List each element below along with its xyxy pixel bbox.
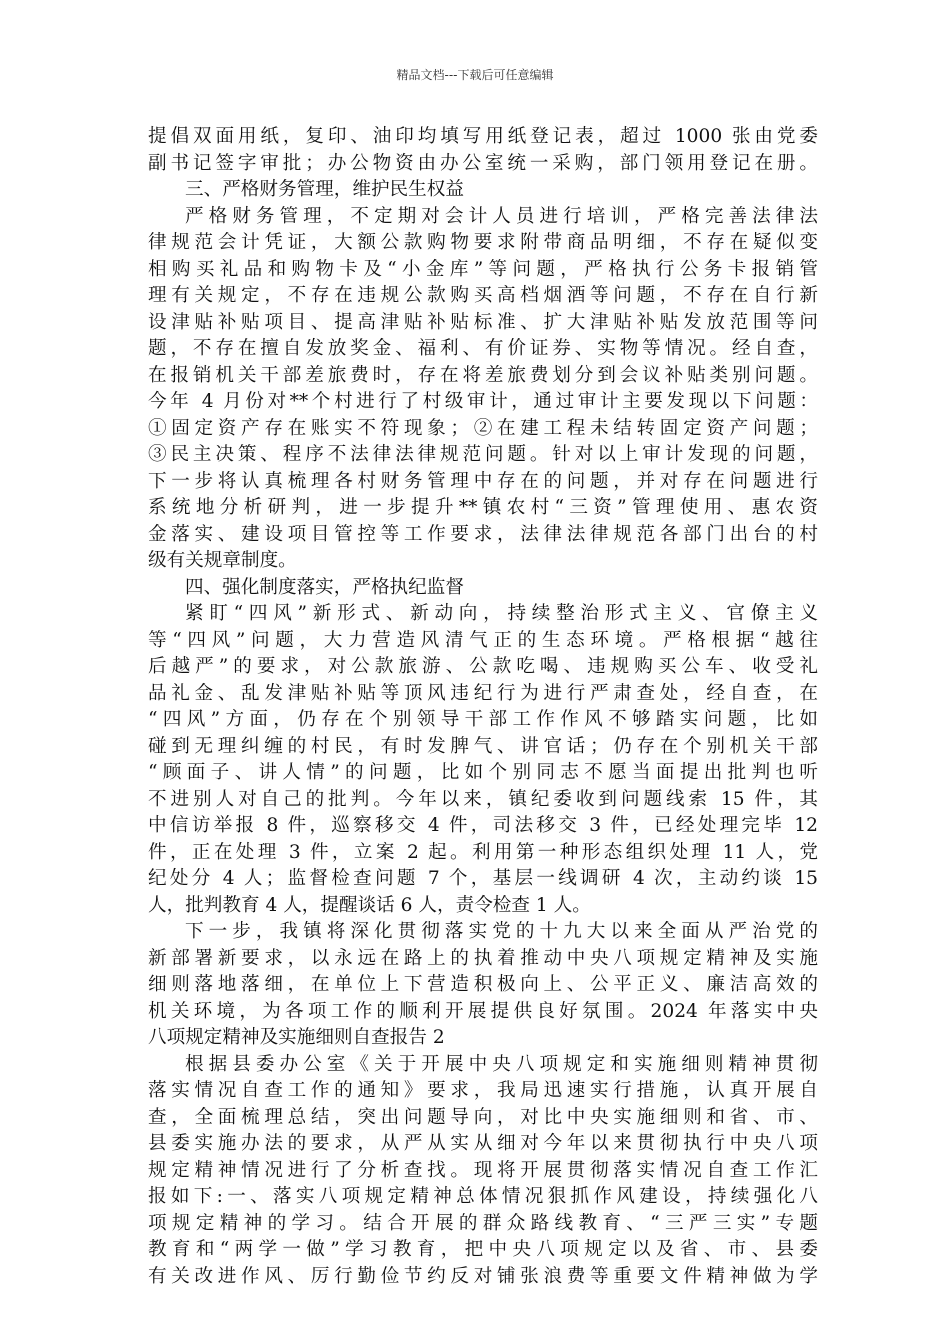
text-line: 下一步，我镇将深化贯彻落实党的十九大以来全面从严治党的 <box>185 921 818 942</box>
text-line: 副书记签字审批；办公物资由办公室统一采购，部门领用登记在册。 <box>148 152 818 174</box>
text-line: 等“四风”问题，大力营造风清气正的生态环境。严格根据“越往 <box>148 629 818 651</box>
text-line: 碰到无理纠缠的村民，有时发脾气、讲官话；仍存在个别机关干部 <box>148 735 818 757</box>
text-line: 品礼金、乱发津贴补贴等顶风违纪行为进行严肃查处，经自查，在 <box>148 682 818 704</box>
text-line: 严格财务管理，不定期对会计人员进行培训，严格完善法律法 <box>185 205 818 227</box>
text-line: 人，批判教育 4 人，提醒谈话 6 人，责令检查 1 人。 <box>148 894 591 916</box>
text-line: 设津贴补贴项目、提高津贴补贴标准、扩大津贴补贴发放范围等问 <box>148 311 818 333</box>
text-line: 系统地分析研判，进一步提升**镇农村“三资”管理使用、惠农资 <box>148 497 818 518</box>
text-line: 根据县委办公室《关于开展中央八项规定和实施细则精神贯彻 <box>185 1053 818 1075</box>
text-line: ③民主决策、程序不法律法律规范问题。针对以上审计发现的问题， <box>148 444 818 465</box>
text-line: 中信访举报 8 件，巡察移交 4 件，司法移交 3 件，已经处理完毕 12 <box>148 815 818 836</box>
section-heading: 四、强化制度落实，严格执纪监督 <box>185 576 464 598</box>
text-line: 题，不存在擅自发放奖金、福利、有价证券、实物等情况。经自查， <box>148 338 818 359</box>
text-line: “四风”方面，仍存在个别领导干部工作作风不够踏实问题，比如 <box>148 709 818 730</box>
text-line: 报如下:一、落实八项规定精神总体情况狠抓作风建设，持续强化八 <box>148 1186 818 1207</box>
text-line: 新部署新要求，以永远在路上的执着推动中央八项规定精神及实施 <box>148 947 818 969</box>
text-line: 教育和“两学一做”学习教育，把中央八项规定以及省、市、县委 <box>148 1239 818 1260</box>
text-line: 项规定精神的学习。结合开展的群众路线教育、“三严三实”专题 <box>148 1212 818 1234</box>
text-line: 今年 4 月份对**个村进行了村级审计，通过审计主要发现以下问题： <box>148 391 818 412</box>
text-line: 落实情况自查工作的通知》要求，我局迅速实行措施，认真开展自 <box>148 1080 818 1101</box>
text-line: 细则落地落细，在单位上下营造积极向上、公平正义、廉洁高效的 <box>148 974 818 995</box>
text-line: 八项规定精神及实施细则自查报告 2 <box>148 1027 445 1048</box>
text-line: 规定精神情况进行了分析查找。现将开展贯彻落实情况自查工作汇 <box>148 1159 818 1181</box>
text-line: 级有关规章制度。 <box>148 550 297 571</box>
text-line: 下一步将认真梳理各村财务管理中存在的问题，并对存在问题进行 <box>148 470 818 492</box>
text-line: 金落实、建设项目管控等工作要求，法律法律规范各部门出台的村 <box>148 523 818 545</box>
text-line: 在报销机关干部差旅费时，存在将差旅费划分到会议补贴类别问题。 <box>148 364 818 386</box>
text-line: 查，全面梳理总结，突出问题导向，对比中央实施细则和省、市、 <box>148 1106 818 1128</box>
document-body <box>148 124 818 1290</box>
text-line: “顾面子、讲人情”的问题，比如个别同志不愿当面提出批判也听 <box>148 762 818 783</box>
text-line: 理有关规定，不存在违规公款购买高档烟酒等问题，不存在自行新 <box>148 285 818 306</box>
text-line: 纪处分 4 人；监督检查问题 7 个，基层一线调研 4 次，主动约谈 15 <box>148 868 818 889</box>
text-line: 相购买礼品和购物卡及“小金库”等问题，严格执行公务卡报销管 <box>148 258 818 280</box>
text-line: ①固定资产存在账实不符现象；②在建工程未结转固定资产问题； <box>148 417 818 439</box>
text-line: 有关改进作风、厉行勤俭节约反对铺张浪费等重要文件精神做为学 <box>148 1265 818 1287</box>
section-heading: 三、严格财务管理，维护民生权益 <box>185 179 464 200</box>
text-line: 律规范会计凭证，大额公款购物要求附带商品明细，不存在疑似变 <box>148 232 818 253</box>
text-line: 紧盯“四风”新形式、新动向，持续整治形式主义、官僚主义 <box>185 603 818 624</box>
text-line: 机关环境，为各项工作的顺利开展提供良好氛围。2024 年落实中央 <box>148 1000 818 1022</box>
text-line: 后越严”的要求，对公款旅游、公款吃喝、违规购买公车、收受礼 <box>148 656 818 677</box>
text-line: 提倡双面用纸，复印、油印均填写用纸登记表，超过 1000 张由党委 <box>148 126 818 147</box>
text-line: 不进别人对自己的批判。今年以来，镇纪委收到问题线索 15 件，其 <box>148 788 818 810</box>
page-header: 精品文档---下载后可任意编辑 <box>396 68 554 82</box>
text-line: 县委实施办法的要求，从严从实从细对今年以来贯彻执行中央八项 <box>148 1133 818 1154</box>
text-line: 件，正在处理 3 件，立案 2 起。利用第一种形态组织处理 11 人，党 <box>148 841 818 863</box>
